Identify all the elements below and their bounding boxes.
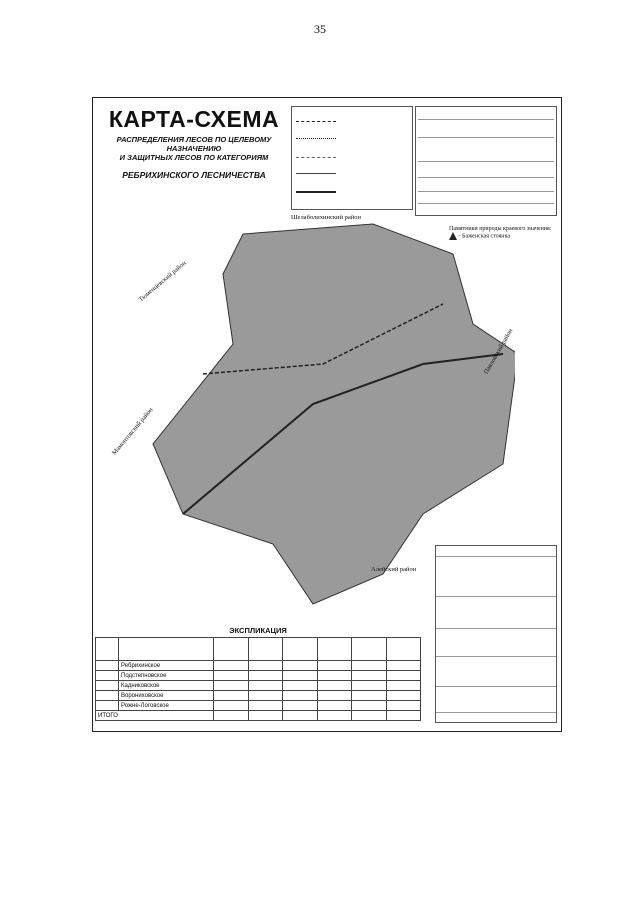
map-subtitle <box>101 135 287 162</box>
table-row <box>96 671 421 681</box>
legend-line-solid-thick <box>296 191 336 193</box>
value-cell <box>352 691 387 701</box>
value-cell <box>214 691 249 701</box>
district-label-north: Шелаболихинский район <box>291 214 361 221</box>
row-name: Ворониховское <box>119 691 214 701</box>
header-cell <box>248 638 283 661</box>
legend-line-dotted <box>296 138 336 139</box>
title-block <box>101 106 287 180</box>
legend-row <box>296 187 408 197</box>
value-cell <box>283 691 318 701</box>
table-row <box>96 661 421 671</box>
value-cell <box>386 681 421 691</box>
value-cell <box>214 711 249 721</box>
categories-table <box>415 106 557 216</box>
nature-monument-note <box>449 226 551 240</box>
legend-row <box>296 153 408 163</box>
header-cell <box>96 638 119 661</box>
value-cell <box>283 701 318 711</box>
legend-row <box>296 117 408 127</box>
total-label: ИТОГО <box>96 711 214 721</box>
legend-line-solid-thin <box>296 173 336 174</box>
table-row <box>96 681 421 691</box>
row-number <box>96 681 119 691</box>
value-cell <box>214 671 249 681</box>
comp-row <box>436 556 556 557</box>
note-item <box>449 232 551 240</box>
value-cell <box>283 681 318 691</box>
cat-row <box>418 137 554 138</box>
row-name: Подстепновское <box>119 671 214 681</box>
value-cell <box>386 701 421 711</box>
header-cell <box>214 638 249 661</box>
total-row <box>96 711 421 721</box>
value-cell <box>283 711 318 721</box>
warning-triangle-icon <box>449 232 457 240</box>
district-label-southwest: Мамонтовский район <box>110 406 155 457</box>
legend-row <box>296 169 408 179</box>
comp-row <box>436 656 556 657</box>
value-cell <box>283 661 318 671</box>
value-cell <box>248 711 283 721</box>
comp-row <box>436 596 556 597</box>
cat-row <box>418 119 554 120</box>
subtitle-line-1: РАСПРЕДЕЛЕНИЯ ЛЕСОВ ПО ЦЕЛЕВОМУ НАЗНАЧЕНИЮ <box>116 135 272 153</box>
row-number <box>96 671 119 681</box>
page-number: 35 <box>314 22 326 36</box>
value-cell <box>352 661 387 671</box>
row-name: Ребрихинское <box>119 661 214 671</box>
comp-row <box>436 628 556 629</box>
value-cell <box>248 701 283 711</box>
row-name: Рожне-Логовское <box>119 701 214 711</box>
legend-box <box>291 106 413 210</box>
value-cell <box>386 661 421 671</box>
value-cell <box>352 711 387 721</box>
table-row <box>96 691 421 701</box>
value-cell <box>214 701 249 711</box>
legend-row <box>296 134 408 144</box>
value-cell <box>317 671 352 681</box>
row-number <box>96 661 119 671</box>
cat-row <box>418 161 554 162</box>
value-cell <box>317 661 352 671</box>
note-item-text: - Баженская стоянка <box>458 233 511 240</box>
value-cell <box>317 691 352 701</box>
cat-row <box>418 203 554 204</box>
district-label-west: Тюменцевский район <box>137 259 188 304</box>
value-cell <box>214 661 249 671</box>
value-cell <box>352 701 387 711</box>
value-cell <box>248 671 283 681</box>
cat-row <box>418 191 554 192</box>
value-cell <box>317 701 352 711</box>
explication-table <box>95 637 421 721</box>
map-sheet <box>92 97 562 732</box>
comp-row <box>436 686 556 687</box>
subtitle-line-2: И ЗАЩИТНЫХ ЛЕСОВ ПО КАТЕГОРИЯМ <box>119 153 269 162</box>
row-name: Кадниковское <box>119 681 214 691</box>
table-row <box>96 638 421 661</box>
row-number <box>96 701 119 711</box>
row-number <box>96 691 119 701</box>
comp-row <box>436 712 556 713</box>
header-cell <box>283 638 318 661</box>
legend-line-dashed <box>296 121 336 122</box>
forestry-name: РЕБРИХИНСКОГО ЛЕСНИЧЕСТВА <box>122 170 266 180</box>
district-label-east: Павловский район <box>482 327 515 376</box>
district-label-south: Алейский район <box>371 566 417 573</box>
header-cell <box>119 638 214 661</box>
value-cell <box>248 691 283 701</box>
cat-row <box>418 177 554 178</box>
composition-table <box>435 545 557 723</box>
explication-title: ЭКСПЛИКАЦИЯ <box>229 626 287 635</box>
explication-block <box>93 626 423 730</box>
header-cell <box>352 638 387 661</box>
value-cell <box>248 661 283 671</box>
value-cell <box>317 711 352 721</box>
value-cell <box>386 671 421 681</box>
value-cell <box>283 671 318 681</box>
value-cell <box>317 681 352 691</box>
value-cell <box>248 681 283 691</box>
header-cell <box>317 638 352 661</box>
note-title: Памятники природы краевого значения: <box>449 226 552 232</box>
value-cell <box>214 681 249 691</box>
header-cell <box>386 638 421 661</box>
map-title: КАРТА-СХЕМА <box>108 106 280 132</box>
table-row <box>96 701 421 711</box>
value-cell <box>386 711 421 721</box>
value-cell <box>352 681 387 691</box>
legend-line-dashdot <box>296 157 336 158</box>
value-cell <box>352 671 387 681</box>
value-cell <box>386 691 421 701</box>
